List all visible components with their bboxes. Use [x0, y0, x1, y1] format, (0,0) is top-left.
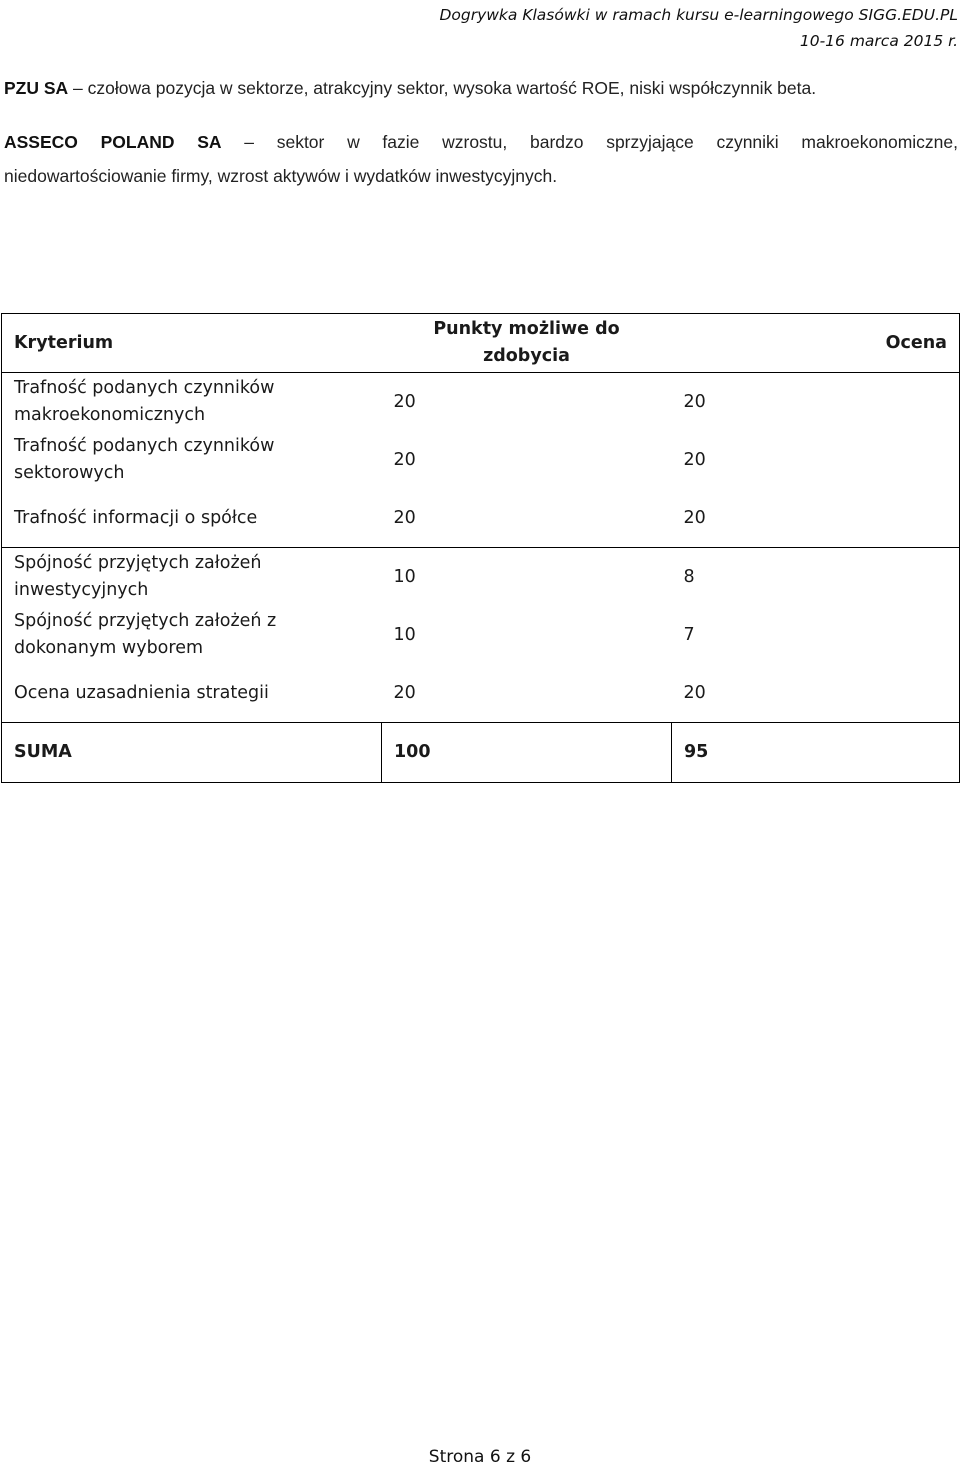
header-date: 10-16 marca 2015 r. [799, 32, 958, 50]
company-name-pzu: PZU SA [4, 78, 69, 98]
row-score: 8 [672, 548, 960, 607]
table-sum-row [2, 723, 960, 783]
page-number: Strona 6 z 6 [428, 1447, 532, 1467]
row-score: 20 [683, 391, 706, 412]
asseco-description-2: niedowartościowanie firmy, wzrost aktywów i wydatków inwestycyjnych. [4, 166, 558, 186]
paragraph-asseco [4, 125, 958, 193]
row-criterion: Trafność informacji o spółce [14, 507, 258, 528]
pzu-description: – czołowa pozycja w sektorze, atrakcyjny sektor, wysoka wartość ROE, niski współczynnik beta. [68, 78, 817, 98]
table-row [2, 548, 960, 607]
header-score: Ocena [672, 314, 960, 373]
row-points: 10 [382, 548, 672, 607]
sum-score: 95 [672, 723, 960, 783]
row-score: 7 [683, 624, 695, 645]
table-header-row [2, 314, 960, 373]
table-row [2, 664, 960, 723]
row-points: 20 [393, 682, 416, 703]
row-criterion: Trafność podanych czynników makroekonomicznych [14, 378, 275, 425]
asseco-line-1 [4, 125, 958, 159]
table-row [2, 606, 960, 664]
asseco-description-1: – sektor w fazie wzrostu, bardzo sprzyjające czynniki makroekonomiczne, [221, 132, 958, 152]
evaluation-table [1, 313, 960, 783]
row-criterion: Spójność przyjętych założeń inwestycyjnych [2, 548, 382, 607]
table-row [2, 489, 960, 548]
row-score: 20 [683, 449, 706, 470]
row-points: 20 [393, 391, 416, 412]
row-points: 20 [393, 507, 416, 528]
row-points: 10 [393, 624, 416, 645]
header-course-title: Dogrywka Klasówki w ramach kursu e-learningowego SIGG.EDU.PL [439, 6, 958, 24]
paragraph-pzu [4, 75, 958, 101]
table-row [2, 431, 960, 489]
row-score: 20 [683, 682, 706, 703]
header-criterion: Kryterium [2, 314, 382, 373]
header-points: Punkty możliwe do zdobycia [382, 314, 672, 373]
company-name-asseco: ASSECO POLAND SA [4, 132, 222, 152]
row-criterion: Spójność przyjętych założeń z dokonanym wyborem [14, 611, 277, 658]
row-criterion: Ocena uzasadnienia strategii [14, 682, 269, 703]
sum-label: SUMA [2, 723, 382, 783]
row-score: 20 [683, 507, 706, 528]
sum-points: 100 [382, 723, 672, 783]
row-points: 20 [393, 449, 416, 470]
row-criterion: Trafność podanych czynników sektorowych [14, 436, 275, 483]
table-row [2, 373, 960, 432]
page-header [439, 2, 958, 54]
